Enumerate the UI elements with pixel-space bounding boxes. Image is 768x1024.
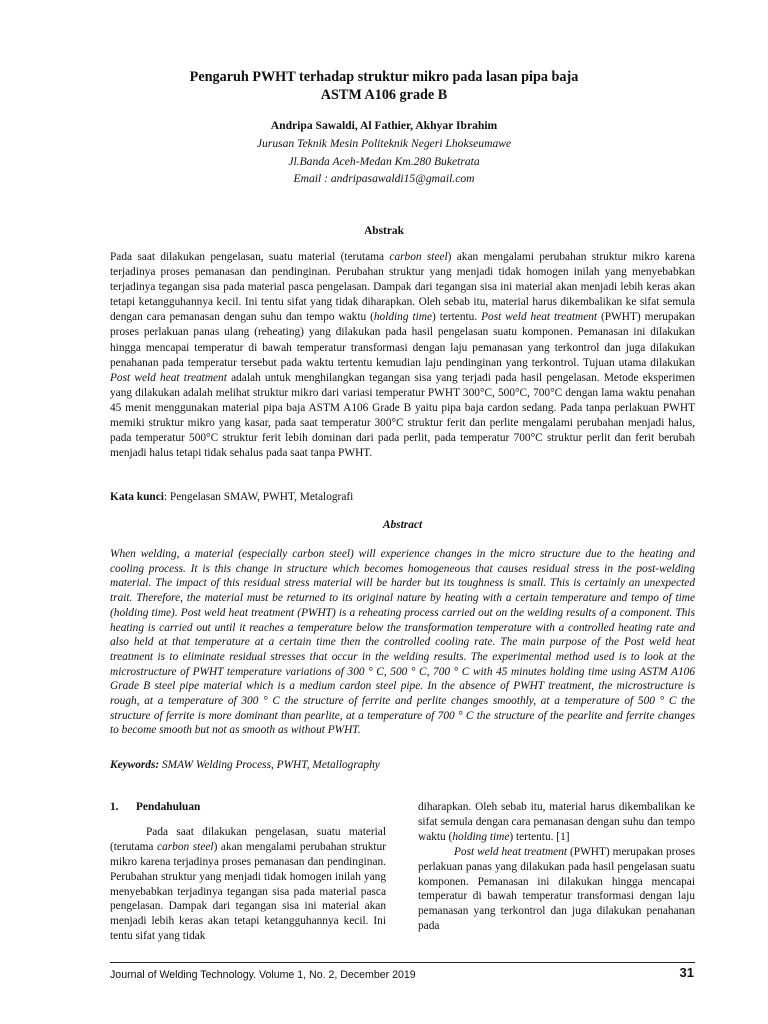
footer-rule: [110, 962, 695, 963]
affiliation-line-1: Jurusan Teknik Mesin Politeknik Negeri Lhokseumawe: [256, 137, 512, 150]
abstract-text: When welding, a material (especially carbon steel) will experience changes in the micro structure due to the heating and cooling process. It is this change in structure which becomes homogeneous that causes residual stress in the post-welding material. The impact of this residual stress material will be harder but its toughness is small. This is certainly an unexpected trait. Therefore, the material must be returned to its original nature by heating with a certain temperature and tempo of time (holding time). Post weld heat treatment (PWHT) is a reheating process carried out on the welding results of a component. This heating is carried out until it reaches a temperature below the transformation temperature with a controlled heating rate and also held at that temperature at a certain time then the controlled cooling rate. The main purpose of the Post weld heat treatment is to eliminate residual stresses that occur in the welding results. The experimental method used is to look at the microstructure of PWHT temperature variations of 300 ° C, 500 ° C, 700 ° C with 45 minutes holding time using ASTM A106 Grade B steel pipe material which is a medium cardon steel pipe. In the absence of PWHT treatment, the microstructure is rough, at a temperature of 300 ° C the structure of ferrite and perlite changes smoothly, at a temperature of 500 ° C the structure of ferrite is more dominant than pearlite, at a temperature of 700 ° C the structure of the pearlite and ferrite changes to become smooth but not as smooth as without PWHT.: [110, 548, 695, 737]
title-line-2: ASTM A106 grade B: [320, 87, 448, 103]
kata-kunci: [110, 490, 695, 505]
column-right: [418, 800, 695, 934]
intro-paragraph-2: Post weld heat treatment (PWHT) merupakan proses perlakuan panas yang dilakukan pada hasil pengelasan suatu komponen. Pemanasan ini dilakukan hingga mencapai temperatur di bawah temperatur transformasi dengan laju pemanasan yang terkontrol dan juga dilakukan penahanan pada: [418, 845, 695, 933]
kata-kunci-label: Kata kunci: [110, 491, 164, 503]
paper-title: [110, 68, 658, 104]
section-title: Pendahuluan: [136, 801, 201, 813]
keywords-values: SMAW Welding Process, PWHT, Metallography: [159, 759, 380, 771]
intro-paragraph-1: Pada saat dilakukan pengelasan, suatu material (terutama carbon steel) akan mengalami perubahan struktur mikro karena terjadinya proses pemanasan dan pendinginan. Perubahan struktur yang menjadi tidak homogen inilah yang menyebabkan terjadinya tegangan sisa pada material pasca pengelasan. Dampak dari tegangan sisa ini material akan menjadi lebih keras akan tetapi ketangguhannya kecil. Ini tentu sifat yang tidak: [110, 825, 387, 943]
section-number: 1.: [110, 801, 119, 813]
column-left: [110, 800, 386, 944]
keywords: [110, 758, 695, 773]
keywords-label: Keywords:: [110, 759, 160, 771]
page-number: 31: [679, 965, 694, 980]
abstract-heading: Abstract: [382, 519, 423, 531]
footer-journal: Journal of Welding Technology. Volume 1, No. 2, December 2019: [110, 969, 416, 981]
intro-paragraph-1-cont: diharapkan. Oleh sebab itu, material harus dikembalikan ke sifat semula dengan cara pemanasan dengan suhu dan tempo waktu (holding time) tertentu. [1]: [418, 801, 695, 843]
title-line-1: Pengaruh PWHT terhadap struktur mikro pada lasan pipa baja: [189, 69, 579, 85]
author-list: Andripa Sawaldi, Al Fathier, Akhyar Ibrahim: [270, 119, 498, 132]
section-heading-pendahuluan: [110, 800, 386, 815]
abstrak-text: Pada saat dilakukan pengelasan, suatu material (terutama carbon steel) akan mengalami perubahan struktur mikro karena terjadinya proses pemanasan dan pendinginan. Perubahan struktur yang menjadi tidak homogen inilah yang menyebabkan terjadinya tegangan sisa pada material pasca pengelasan. Dampak dari tegangan sisa ini material akan menjadi lebih keras akan tetapi ketangguhannya kecil. Ini tentu sifat yang tidak diharapkan. Oleh sebab itu, material harus dikembalikan ke sifat semula dengan cara pemanasan dengan suhu dan tempo waktu (holding time) tertentu. Post weld heat treatment (PWHT) merupakan proses perlakuan panas ulang (reheating) yang dilakukan pada hasil pengelasan suatu komponen. Pemanasan ini dilakukan hingga mencapai temperatur di bawah temperatur transformasi dengan laju pemanasan yang terkontrol dan juga dilakukan penahanan pada temperatur tersebut pada waktu tertentu kemudian laju pendinginan yang terkontrol. Tujuan utama dilakukan Post weld heat treatment adalah untuk menghilangkan tegangan sisa yang terjadi pada hasil pengelasan. Metode eksperimen yang dilakukan adalah melihat struktur mikro dari variasi temperatur PWHT 300°C, 500°C, 700°C dengan lama waktu penahan 45 menit menggunakan material pipa baja ASTM A106 Grade B yaitu pipa baja cardon sedang. Pada tanpa perlakuan PWHT memiki struktur mikro yang kasar, pada saat temperatur 300°C struktur ferit dan perlite mengalami perubahan menjadi halus, pada temperatur 500°C struktur ferit lebih dominan dari pada perlit, pada temperatur 700°C struktur perlit dan ferit berubah menjadi halus tetapi tidak sehalus pada saat tanpa PWHT.: [110, 251, 696, 460]
author-email: Email : andripasawaldi15@gmail.com: [293, 172, 475, 185]
affiliation-block: [110, 135, 658, 188]
kata-kunci-values: : Pengelasan SMAW, PWHT, Metalografi: [163, 491, 354, 503]
abstrak-heading: Abstrak: [364, 225, 404, 237]
affiliation-line-2: Jl.Banda Aceh-Medan Km.280 Buketrata: [288, 154, 480, 168]
